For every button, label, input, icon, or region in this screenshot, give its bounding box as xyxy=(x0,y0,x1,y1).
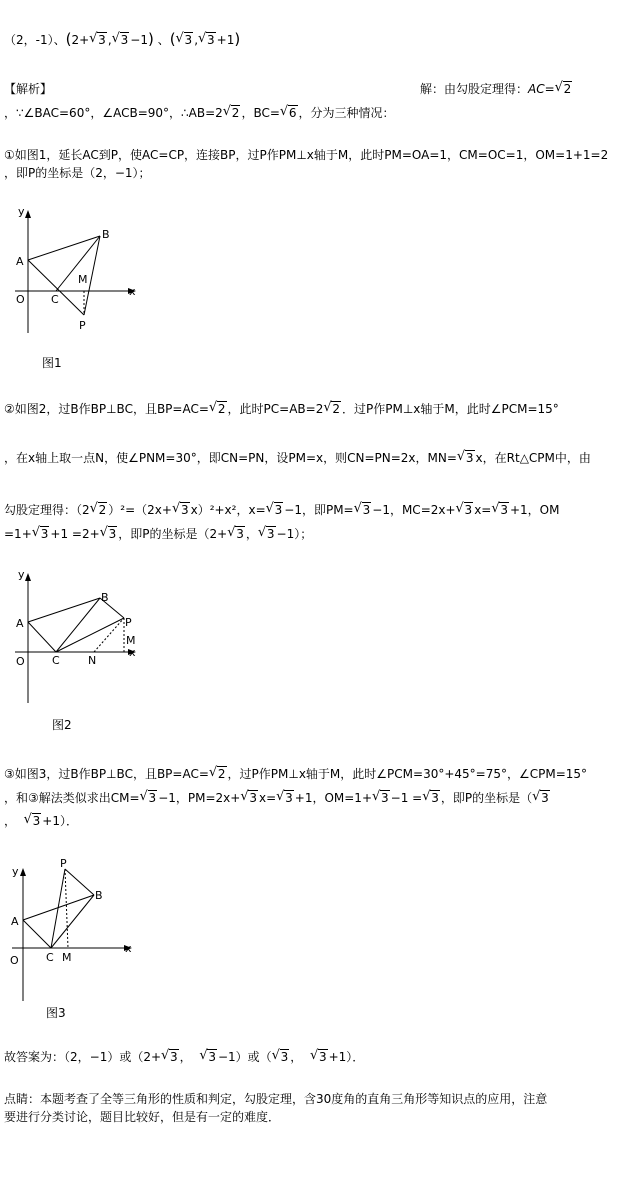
point-1: （2，-1）、 xyxy=(4,33,66,47)
figure-3 xyxy=(10,855,140,1005)
fig1-o-label: O xyxy=(16,293,25,306)
fig2-o-label: O xyxy=(16,655,25,668)
fig2-a-label: A xyxy=(16,617,24,630)
case3-line-3: ， √ 3 +1）． xyxy=(4,814,78,829)
analysis-right: 解：由勾股定理得：AC=√ 2 xyxy=(420,82,573,97)
fig3-p-label: P xyxy=(60,857,67,870)
figure-1-caption: 图1 xyxy=(42,356,62,370)
figure-2-caption: 图2 xyxy=(52,718,72,732)
figure-3-caption: 图3 xyxy=(46,1006,66,1020)
figure-2 xyxy=(10,568,150,708)
fig3-x-label: x xyxy=(125,942,132,955)
fig3-y-label: y xyxy=(12,865,19,878)
case2-line-4: =1+√ 3 +1 =2+√ 3 ，即P的坐标是（2+√ 3 ，√ 3 −1）； xyxy=(4,527,312,542)
fig1-c-label: C xyxy=(51,293,59,306)
case3-line-2: ，和③解法类似求出CM=√ 3 −1，PM=2x+√ 3 x=√ 3 +1，OM=1+√ 3 −1 =√ 3 ，即P的坐标是（√ 3 xyxy=(4,791,551,806)
fig1-x-label: x xyxy=(129,285,136,298)
fig2-n-label: N xyxy=(88,654,97,667)
case2-line-2: ，在x轴上取一点N，使∠PNM=30°，即CN=PN，设PM=x，则CN=PN=2x，MN=√ 3 x，在Rt△CPM中，由 xyxy=(4,451,591,466)
fig1-a-label: A xyxy=(16,255,24,268)
analysis-line-2: ，∵∠BAC=60°，∠ACB=90°，∴AB=2√ 2 ，BC=√ 6 ，分为三种情况： xyxy=(4,106,395,121)
fig2-y-label: y xyxy=(18,568,25,581)
case3-line-1: ③如图3，过B作BP⊥BC，且BP=AC=√ 2 ，过P作PM⊥x轴于M，此时∠PCM=30°+45°=75°，∠CPM=15° xyxy=(4,767,587,782)
fig1-y-label: y xyxy=(18,205,25,218)
fig3-b-label: B xyxy=(95,889,103,902)
fig3-c-label: C xyxy=(46,951,54,964)
case1-line-1: ①如图1，延长AC到P，使AC=CP，连接BP，过P作PM⊥x轴于M，此时PM=OA=1，CM=OC=1，OM=1+1=2 xyxy=(4,148,609,162)
fig2-b-label: B xyxy=(101,591,109,604)
fig2-c-label: C xyxy=(52,654,60,667)
top-answer-line: （2，-1）、(2+√ 3 ,√ 3 −1) 、(√ 3 ,√ 3 +1) xyxy=(4,30,240,49)
fig1-b-label: B xyxy=(102,228,110,241)
figure-1 xyxy=(10,205,140,335)
case2-line-3: 勾股定理得：（2√ 2 ）²=（2x+√ 3 x）²+x²，x=√ 3 −1，即PM=√ 3 −1，MC=2x+√ 3 x=√ 3 +1，OM xyxy=(4,503,559,518)
fig3-a-label: A xyxy=(11,915,19,928)
analysis-header: 【解析】 xyxy=(4,82,53,96)
final-answer: 故答案为：（2，−1）或（2+√ 3 ， √ 3 −1）或（√ 3 ， √ 3 +1）． xyxy=(4,1050,364,1065)
case1-line-2: ，即P的坐标是（2，−1）； xyxy=(4,166,151,180)
fig3-m-label: M xyxy=(62,951,72,964)
case2-line-1: ②如图2，过B作BP⊥BC，且BP=AC=√ 2 ，此时PC=AB=2√ 2 ．过P作PM⊥x轴于M，此时∠PCM=15° xyxy=(4,402,559,417)
fig2-p-label: P xyxy=(125,616,132,629)
fig2-x-label: x xyxy=(129,646,136,659)
fig1-p-label: P xyxy=(79,319,86,332)
comment-line-1: 点睛：本题考查了全等三角形的性质和判定，勾股定理，含30度角的直角三角形等知识点的应用，注意 xyxy=(4,1092,548,1106)
fig3-o-label: O xyxy=(10,954,19,967)
comment-line-2: 要进行分类讨论，题目比较好，但是有一定的难度． xyxy=(4,1110,281,1124)
fig2-m-label: M xyxy=(126,634,136,647)
fig1-m-label: M xyxy=(78,273,88,286)
